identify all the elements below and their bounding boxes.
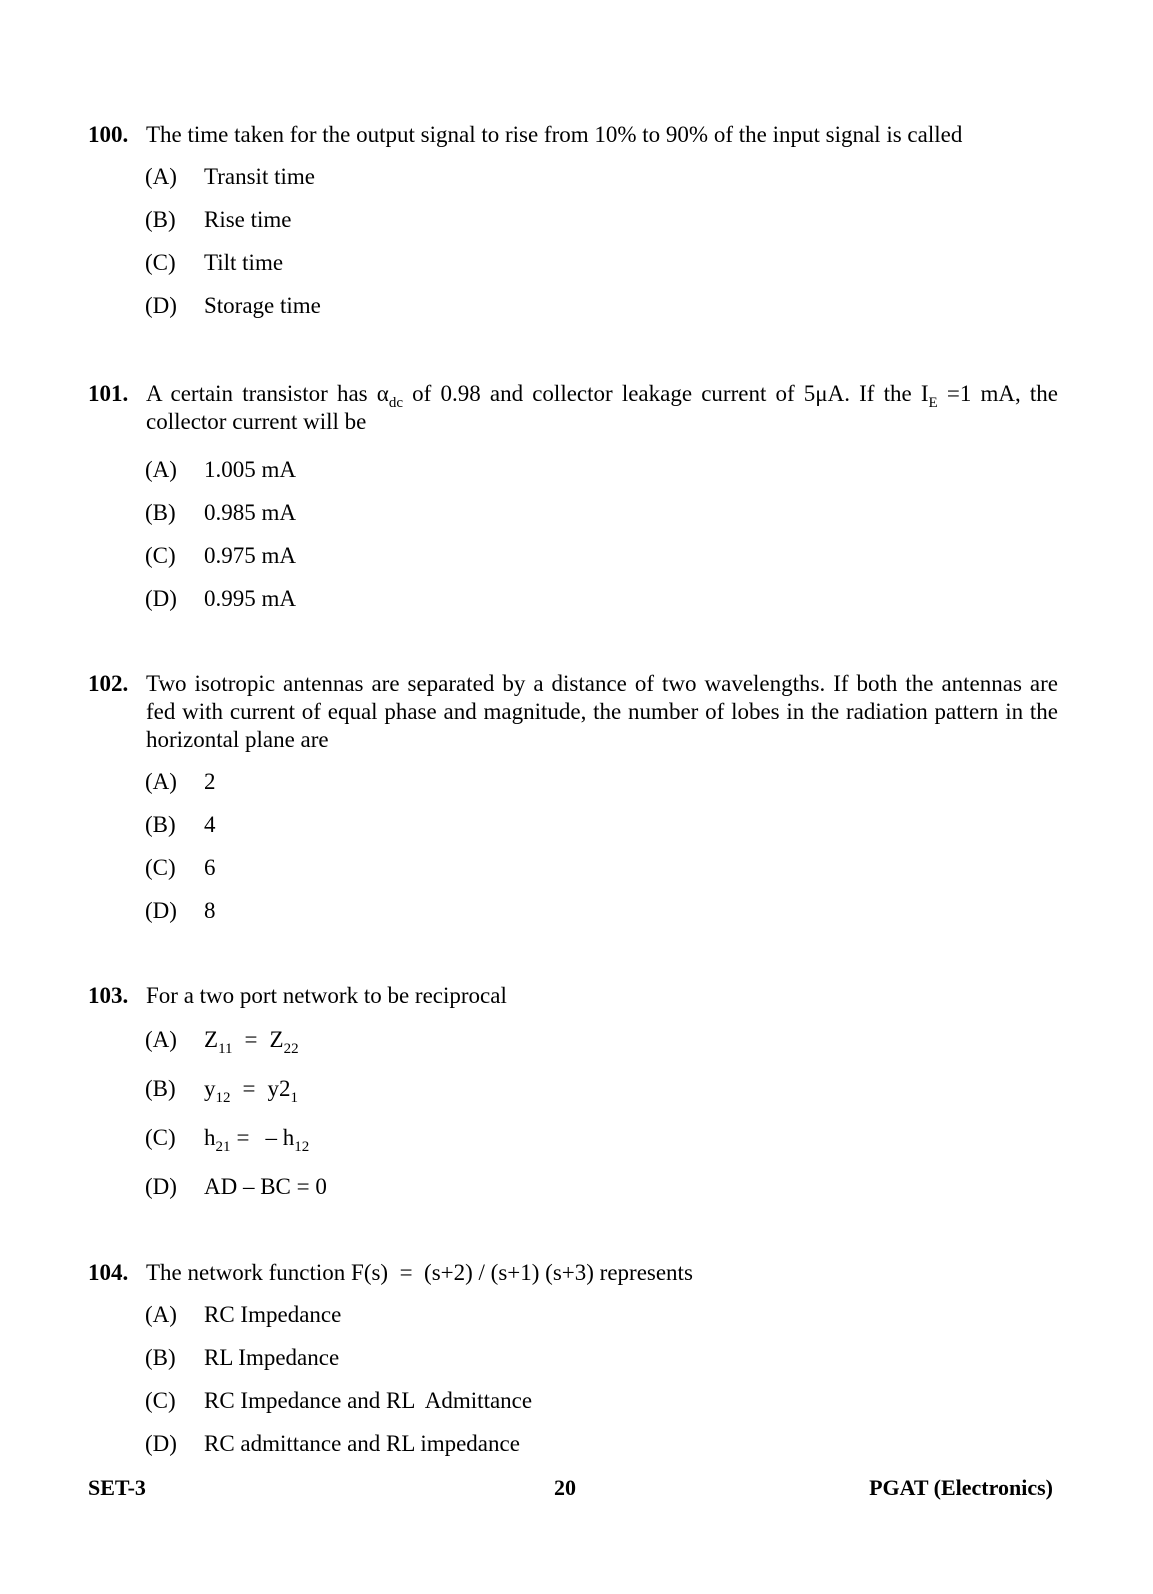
question-number: 103. bbox=[88, 983, 129, 1008]
option-text: RC admittance and RL impedance bbox=[204, 1431, 520, 1456]
option-b[interactable] bbox=[88, 1344, 1058, 1387]
option-label: (B) bbox=[145, 1345, 176, 1370]
subscript: 22 bbox=[283, 1041, 299, 1057]
option-label: (D) bbox=[145, 293, 177, 318]
question-102 bbox=[88, 670, 1058, 940]
equation-term: y bbox=[204, 1076, 216, 1101]
option-text: Tilt time bbox=[204, 250, 284, 275]
option-label: (B) bbox=[145, 500, 176, 525]
equation-term: y2 bbox=[267, 1076, 291, 1101]
subscript: 12 bbox=[294, 1139, 310, 1155]
option-text: 0.985 mA bbox=[204, 500, 296, 525]
text-part: A certain transistor has α bbox=[146, 381, 389, 406]
equation-term: Z bbox=[204, 1027, 219, 1052]
options-list bbox=[88, 456, 1058, 628]
option-text: 0.995 mA bbox=[204, 586, 296, 611]
option-label: (A) bbox=[145, 1302, 177, 1327]
text-part: =1 mA, the collector current will be bbox=[146, 381, 1058, 434]
option-d[interactable] bbox=[88, 1173, 1058, 1216]
option-label: (C) bbox=[145, 1388, 176, 1413]
question-number: 100. bbox=[88, 122, 129, 147]
option-c[interactable] bbox=[88, 542, 1058, 585]
option-label: (D) bbox=[145, 898, 177, 923]
option-a[interactable] bbox=[88, 1026, 1058, 1075]
option-label: (B) bbox=[145, 207, 176, 232]
subscript: 12 bbox=[215, 1090, 231, 1106]
options-list bbox=[88, 1301, 1058, 1473]
option-b[interactable] bbox=[88, 206, 1058, 249]
option-label: (C) bbox=[145, 250, 176, 275]
subscript: dc bbox=[388, 395, 403, 411]
question-104 bbox=[88, 1259, 1058, 1473]
option-label: (A) bbox=[145, 769, 177, 794]
question-text bbox=[146, 380, 1058, 436]
subscript: 11 bbox=[218, 1041, 233, 1057]
option-label: (B) bbox=[145, 1076, 176, 1101]
equation-term: Z bbox=[269, 1027, 284, 1052]
option-label: (C) bbox=[145, 1125, 176, 1150]
option-c[interactable] bbox=[88, 854, 1058, 897]
options-list bbox=[88, 163, 1058, 335]
option-label: (A) bbox=[145, 164, 177, 189]
option-text: RL Impedance bbox=[204, 1345, 340, 1370]
option-text: AD – BC = 0 bbox=[204, 1174, 327, 1199]
option-label: (A) bbox=[145, 457, 177, 482]
option-d[interactable] bbox=[88, 1430, 1058, 1473]
text-part: of 0.98 and collector leakage current of 5μA. If the I bbox=[403, 381, 929, 406]
option-text: RC Impedance and RL Admittance bbox=[204, 1388, 533, 1413]
option-a[interactable] bbox=[88, 768, 1058, 811]
question-text: For a two port network to be reciprocal bbox=[146, 983, 507, 1008]
options-list bbox=[88, 768, 1058, 940]
equation-term: – h bbox=[265, 1125, 295, 1150]
question-103 bbox=[88, 982, 1058, 1216]
subscript: E bbox=[928, 395, 938, 411]
option-d[interactable] bbox=[88, 897, 1058, 940]
option-text: Rise time bbox=[204, 207, 292, 232]
option-text: 2 bbox=[204, 769, 216, 794]
option-text: 1.005 mA bbox=[204, 457, 296, 482]
option-b[interactable] bbox=[88, 1075, 1058, 1124]
subscript: 1 bbox=[290, 1090, 298, 1106]
option-a[interactable] bbox=[88, 1301, 1058, 1344]
question-100 bbox=[88, 121, 1058, 335]
option-a[interactable] bbox=[88, 163, 1058, 206]
option-text: 4 bbox=[204, 812, 216, 837]
option-d[interactable] bbox=[88, 585, 1058, 628]
question-number: 102. bbox=[88, 671, 129, 696]
question-text: Two isotropic antennas are separated by a distance of two wavelengths. If both the antennas are fed with current of equal phase and magnitude, the number of lobes in the radiation pattern in the horizontal plane are bbox=[146, 671, 1058, 752]
question-number: 101. bbox=[88, 381, 129, 406]
option-c[interactable] bbox=[88, 1387, 1058, 1430]
option-text: 6 bbox=[204, 855, 216, 880]
option-text: 8 bbox=[204, 898, 216, 923]
option-label: (C) bbox=[145, 855, 176, 880]
option-text: 0.975 mA bbox=[204, 543, 296, 568]
question-text: The network function F(s) = (s+2) / (s+1) (s+3) represents bbox=[146, 1260, 693, 1285]
option-c[interactable] bbox=[88, 1124, 1058, 1173]
subscript: 21 bbox=[215, 1139, 231, 1155]
option-b[interactable] bbox=[88, 499, 1058, 542]
option-d[interactable] bbox=[88, 292, 1058, 335]
equals-sign: = bbox=[244, 1027, 258, 1052]
question-text: The time taken for the output signal to rise from 10% to 90% of the input signal is called bbox=[146, 122, 963, 147]
option-text: Storage time bbox=[204, 293, 321, 318]
option-label: (D) bbox=[145, 1431, 177, 1456]
option-a[interactable] bbox=[88, 456, 1058, 499]
equals-sign: = bbox=[236, 1125, 250, 1150]
question-number: 104. bbox=[88, 1260, 129, 1285]
option-text: RC Impedance bbox=[204, 1302, 342, 1327]
option-text: Transit time bbox=[204, 164, 315, 189]
footer-exam-title: PGAT (Electronics) bbox=[869, 1475, 1053, 1500]
option-label: (C) bbox=[145, 543, 176, 568]
equation-term: h bbox=[204, 1125, 216, 1150]
option-label: (D) bbox=[145, 586, 177, 611]
option-label: (A) bbox=[145, 1027, 177, 1052]
question-101 bbox=[88, 380, 1058, 628]
options-list bbox=[88, 1026, 1058, 1216]
option-label: (D) bbox=[145, 1174, 177, 1199]
option-label: (B) bbox=[145, 812, 176, 837]
option-b[interactable] bbox=[88, 811, 1058, 854]
footer-page-number: 20 bbox=[554, 1475, 576, 1500]
option-c[interactable] bbox=[88, 249, 1058, 292]
footer-set-label: SET-3 bbox=[88, 1475, 146, 1500]
equals-sign: = bbox=[242, 1076, 256, 1101]
